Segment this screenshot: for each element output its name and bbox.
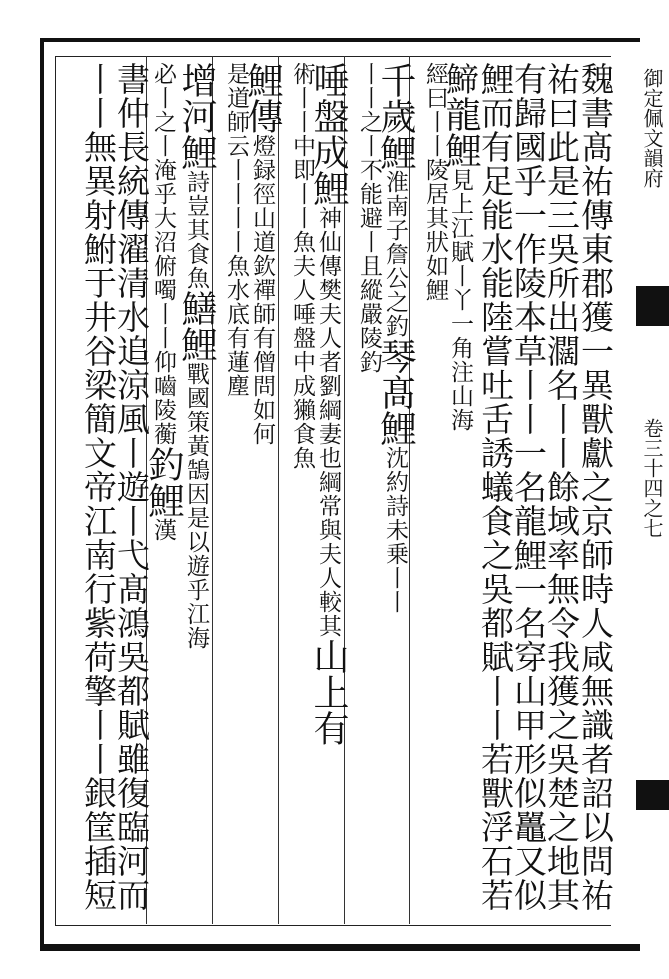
text-run: 見上江賦丨丫一角注山海 — [447, 168, 473, 432]
text-column — [476, 62, 515, 918]
text-column — [279, 62, 313, 918]
text-column — [213, 62, 247, 918]
text-run: 丨丨無異射鮒于井谷梁簡文帝江南行紫荷擎丨丨銀筐插短 — [79, 62, 118, 912]
text-column — [542, 62, 581, 918]
headword-text: 千歲鯉 — [375, 62, 416, 170]
text-column — [576, 62, 615, 918]
text-run: 淹乎大沼俯噣丨丨仰嚙陵蘅 — [150, 158, 176, 446]
text-run: 經曰丨丨陵居其狀如鯉 — [422, 62, 448, 302]
fish-tail-mark-lower — [636, 780, 669, 810]
text-run: 丨且縱嚴陵釣 — [356, 230, 382, 374]
text-run: 詩豈其食魚 — [183, 170, 209, 290]
headword-text: 河鯉 — [176, 98, 217, 170]
margin-book-title: 御定佩文韻府 — [640, 68, 664, 188]
headword-text: 鯉傳 — [242, 62, 283, 134]
headword-text: 山上有 — [308, 638, 349, 746]
text-run: 戰國策黃鵠因是以遊乎江海 — [183, 362, 209, 650]
text-run: 必丨之丨 — [150, 62, 176, 158]
text-run: 是道師云丨丨丨丨魚水底有蓮塵 — [223, 62, 249, 398]
text-column — [412, 62, 446, 918]
text-column — [375, 62, 416, 918]
headword-text: 釣鯉 — [143, 446, 184, 518]
text-run: 術丨丨中即丨丨魚夫人唾盤中成獺食魚 — [289, 62, 315, 470]
margin-volume-number: 卷三十四之七 — [640, 418, 664, 538]
headword-text: 琴髙鯉 — [375, 338, 416, 446]
text-run: 䱱 — [441, 62, 480, 96]
text-column — [440, 62, 481, 918]
text-run: 書仲長統傳濯清水追涼風丨遊丨弋髙鴻吳都賦雖復臨河而 — [112, 62, 151, 912]
headword-text: 龍鯉 — [440, 96, 481, 168]
text-column — [242, 62, 283, 918]
text-column — [176, 62, 217, 918]
text-run: 神仙傳樊夫人者劉綱妻也綱常與夫人較其 — [315, 206, 341, 638]
center-margin-strip — [636, 38, 669, 940]
text-column — [509, 62, 548, 918]
headword-text: 增 — [176, 62, 217, 98]
text-column — [143, 62, 184, 918]
fish-tail-mark-upper — [636, 286, 669, 326]
text-run: 漢 — [150, 518, 176, 542]
text-run: 燈録徑山道欽禪師有僧問如何 — [249, 134, 275, 446]
text-run: 魏書髙祐傳東郡獲一異獸獻之京師時人咸無識者詔以問祐 — [576, 62, 615, 912]
text-run: 沈約詩未乗丨丨 — [382, 446, 408, 614]
text-column — [346, 62, 380, 918]
headword-text: 唾盤成鯉 — [308, 62, 349, 206]
text-column — [112, 62, 151, 918]
text-column — [308, 62, 349, 918]
headword-text: 鱔鯉 — [176, 290, 217, 362]
text-run: 祐曰此是三吳所出𤄃名丨丨餘域率無令我獲之吳楚之地其 — [542, 62, 581, 912]
text-run: 鯉而有足能水能陸嘗吐舌誘蟻食之吳都賦丨丨若獸浮石若 — [476, 62, 515, 912]
text-run: 淮南子詹公之釣 — [382, 170, 408, 338]
text-column — [79, 62, 118, 918]
text-run: 丨丨之丨不能避 — [356, 62, 382, 230]
text-run: 有歸國乎一作陵本草丨丨一名龍鯉一名穿山甲形似鼉又似 — [509, 62, 548, 912]
